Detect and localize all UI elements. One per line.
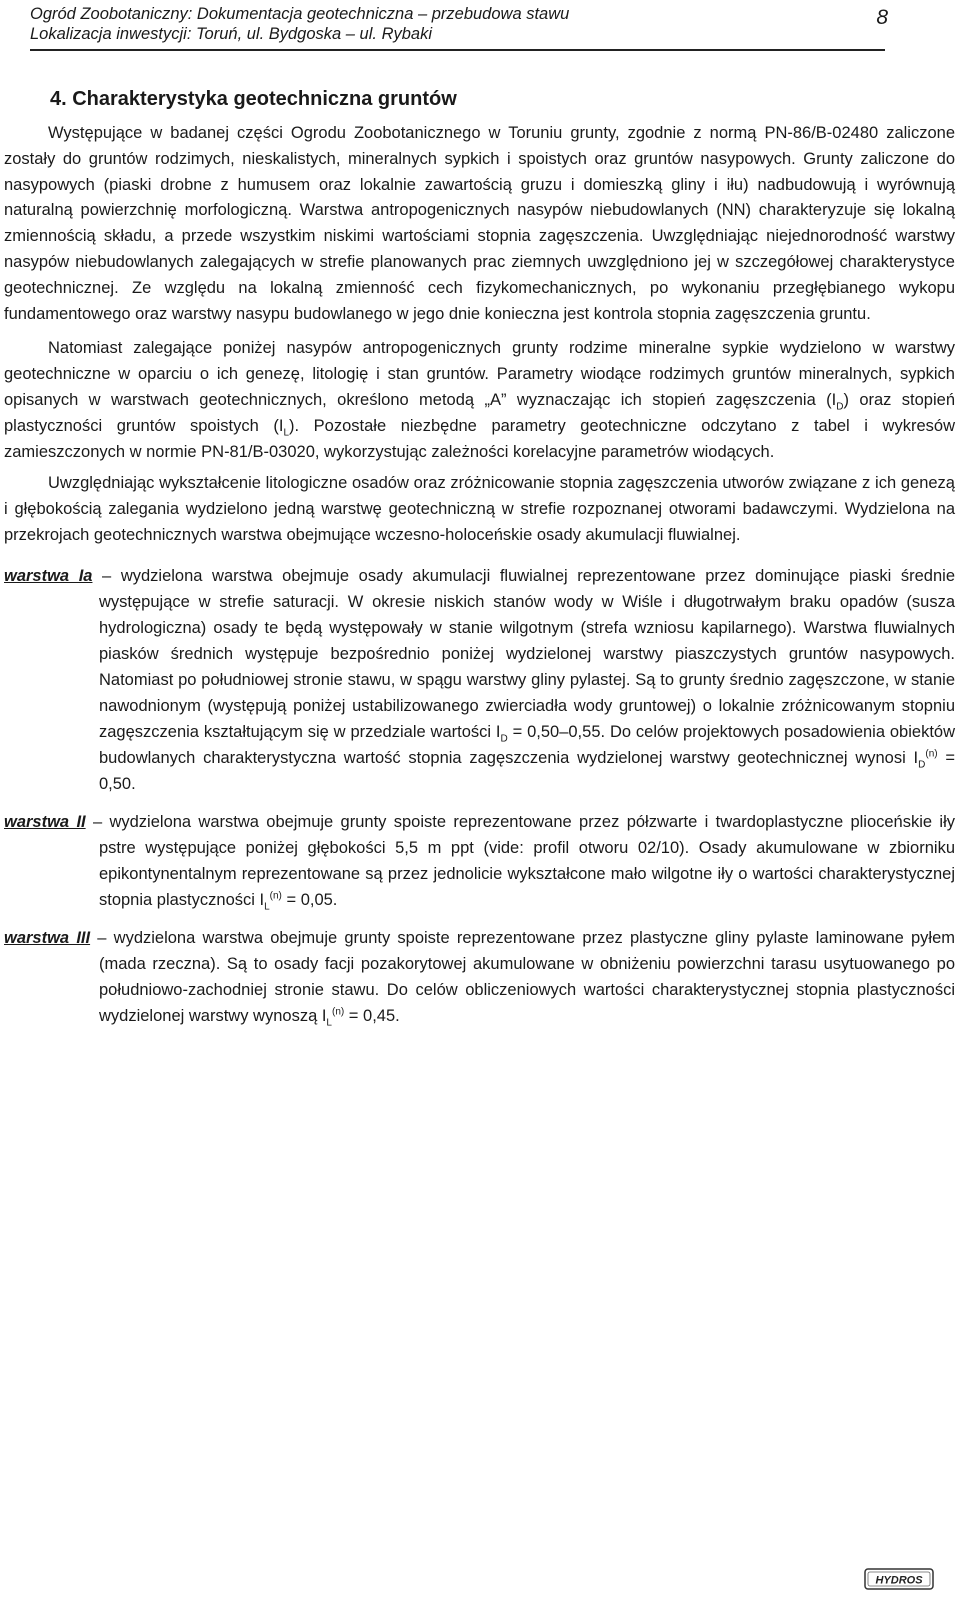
hydros-logo-text: HYDROS <box>875 1574 923 1587</box>
layer-ia-text <box>4 563 955 797</box>
page-number: 8 <box>876 6 888 29</box>
layer-iii-sub-l: L <box>326 1017 332 1029</box>
hydros-logo <box>864 1566 934 1592</box>
layer-ia-dash: – <box>92 567 121 586</box>
running-header <box>30 4 898 44</box>
layer-iii-text-b: = 0,45. <box>344 1007 400 1026</box>
layer-ia-text-a: wydzielona warstwa obejmuje osady akumulacji fluwialnej reprezentowane przez dominujące piaski średnie występujące w strefie saturacji. W okresie niskich stanów wody w Wiśle i długotrwałym braku opadów (susza hydrologiczna) osady te będą występowały w stanie wilgotnym (strefa wzniosu kapilarnego). Warstwa fluwialnych piasków średnich występuje bezpośrednio poniżej wydzielonej warstwy piaszczystych gruntów nasypowych. Natomiast po południowej stronie stawu, w spągu warstwy gliny pylastej. Są to grunty średnio zagęszczone, w stanie nawodnionym (występują poniżej ustabilizowanego zwierciadła wody gruntowej) o lokalnie zróżnicowanym stopniu zagęszczenia kształtującym się w przedziale wartości I <box>99 567 955 742</box>
paragraph-2 <box>4 335 955 465</box>
layer-ia <box>4 563 955 797</box>
paragraph-1: Występujące w badanej części Ogrodu Zoobotanicznego w Toruniu grunty, zgodnie z normą PN-86/B-02480 zaliczone zostały do gruntów rodzimych, nieskalistych, mineralnych sypkich i spoistych oraz gruntów nasypowych. Grunty zaliczone do nasypowych (piaski drobne z humusem oraz lokalnie zawartością gruzu i domieszką gliny i iłu) nadbudowują i wyrównują naturalną powierzchnię morfologiczną. Warstwa antropogenicznych nasypów niebudowlanych (NN) charakteryzuje się lokalną zmiennością składu, a przede wszystkim niskimi wartościami stopnia zagęszczenia. Uwzględniając niejednorodność warstwy nasypów niebudowlanych zalegających w strefie planowanych prac ziemnych uwzględniono jej w szczegółowej charakterystyce geotechnicznej. Ze względu na lokalną zmienność cech fizykomechanicznych, po wykonaniu przegłębianego wykopu fundamentowego oraz warstwy nasypu budowlanego w jego dnie konieczna jest kontrola stopnia zagęszczenia gruntu. <box>4 124 955 323</box>
layer-iii <box>4 925 955 1029</box>
paragraph-2-text-b: ) oraz stopień plastyczności gruntów spoistych (I <box>4 391 955 436</box>
layer-ia-sup-n: (n) <box>925 748 938 760</box>
layer-iii-name: warstwa III <box>4 929 91 948</box>
layer-iii-text <box>4 925 955 1029</box>
section-title: 4. Charakterystyka geotechniczna gruntów <box>50 88 457 110</box>
layer-iii-sup-n: (n) <box>331 1006 345 1018</box>
document-body <box>4 121 955 1029</box>
paragraph-2-text-a: Natomiast zalegające poniżej nasypów antropogenicznych grunty rodzime mineralne sypkie wydzielono w warstwy geotechniczne w oparciu o ich genezę, litologię i stan gruntów. Parametry wiodące rodzimych gruntów mineralnych, sypkich opisanych w warstwach geotechnicznych, określono metodą „A” wyznaczając ich stopień zagęszczenia (I <box>4 339 955 410</box>
layer-ia-sub-d: D <box>500 733 508 745</box>
layer-ii-text-a: wydzielona warstwa obejmuje grunty spoiste reprezentowane przez półzwarte i twardoplastyczne plioceńskie iły pstre występujące poniżej głębokości 5,5 m ppt (vide: profil otworu 02/10). Osady akumulowane w zbiorniku epikontynentalnym reprezentowane są przez jednolicie wykształcone mało wilgotne iły o wartości charakterystycznej stopnia plastyczności I <box>99 813 955 910</box>
subscript-l: L <box>283 427 289 439</box>
layer-ii-text <box>4 809 955 913</box>
layer-iii-text-a: wydzielona warstwa obejmuje grunty spoiste reprezentowane przez plastyczne gliny pylaste laminowane pyłem (mada rzeczna). Są to osady facji pozakorytowej akumulowane w obniżeniu powierzchni tarasu usytuowanego po południowo-zachodniej stronie stawu. Do celów obliczeniowych wartości charakterystycznej stopnia plastyczności wydzielonej warstwy wynoszą I <box>99 929 955 1026</box>
layer-ii-text-b: = 0,05. <box>281 891 338 910</box>
layer-iii-dash: – <box>90 929 114 948</box>
header-divider <box>30 49 885 51</box>
layer-ia-text-b: = 0,50–0,55. Do celów projektowych posadowienia obiektów budowlanych charakterystyczna wartość stopnia zagęszczenia wydzielonej warstwy geotechnicznej wynosi I <box>99 723 955 768</box>
layer-ii-name: warstwa II <box>4 813 86 832</box>
layer-ia-name: warstwa Ia <box>4 567 93 586</box>
paragraph-2-text-c: ). Pozostałe niezbędne parametry geotechniczne odczytano z tabel i wykresów zamieszczonych w normie PN-81/B-03020, wykorzystując zależności korelacyjne parametrów wiodących. <box>4 417 955 462</box>
header-title-line: Ogród Zoobotaniczny: Dokumentacja geotechniczna – przebudowa stawu <box>30 5 570 23</box>
subscript-d: D <box>836 401 844 413</box>
header-location-line: Lokalizacja inwestycji: Toruń, ul. Bydgoska – ul. Rybaki <box>30 25 433 43</box>
layer-ii <box>4 809 955 913</box>
layer-ii-sup-n: (n) <box>269 890 282 902</box>
layer-ii-sub-l: L <box>264 901 270 913</box>
paragraph-3: Uwzględniając wykształcenie litologiczne osadów oraz zróżnicowanie stopnia zagęszczenia utworów związane z ich genezą i głębokością zalegania wydzielono jedną warstwę geotechniczną w strefie rozpoznanej otworami badawczymi. Wydzielona na przekrojach geotechnicznych warstwa obejmujące wczesno-holoceńskie osady akumulacji fluwialnej. <box>4 474 955 545</box>
layer-ia-sub-d-2: D <box>918 759 926 771</box>
layer-ii-dash: – <box>85 813 110 832</box>
layer-ia-text-c: = 0,50. <box>99 749 955 794</box>
